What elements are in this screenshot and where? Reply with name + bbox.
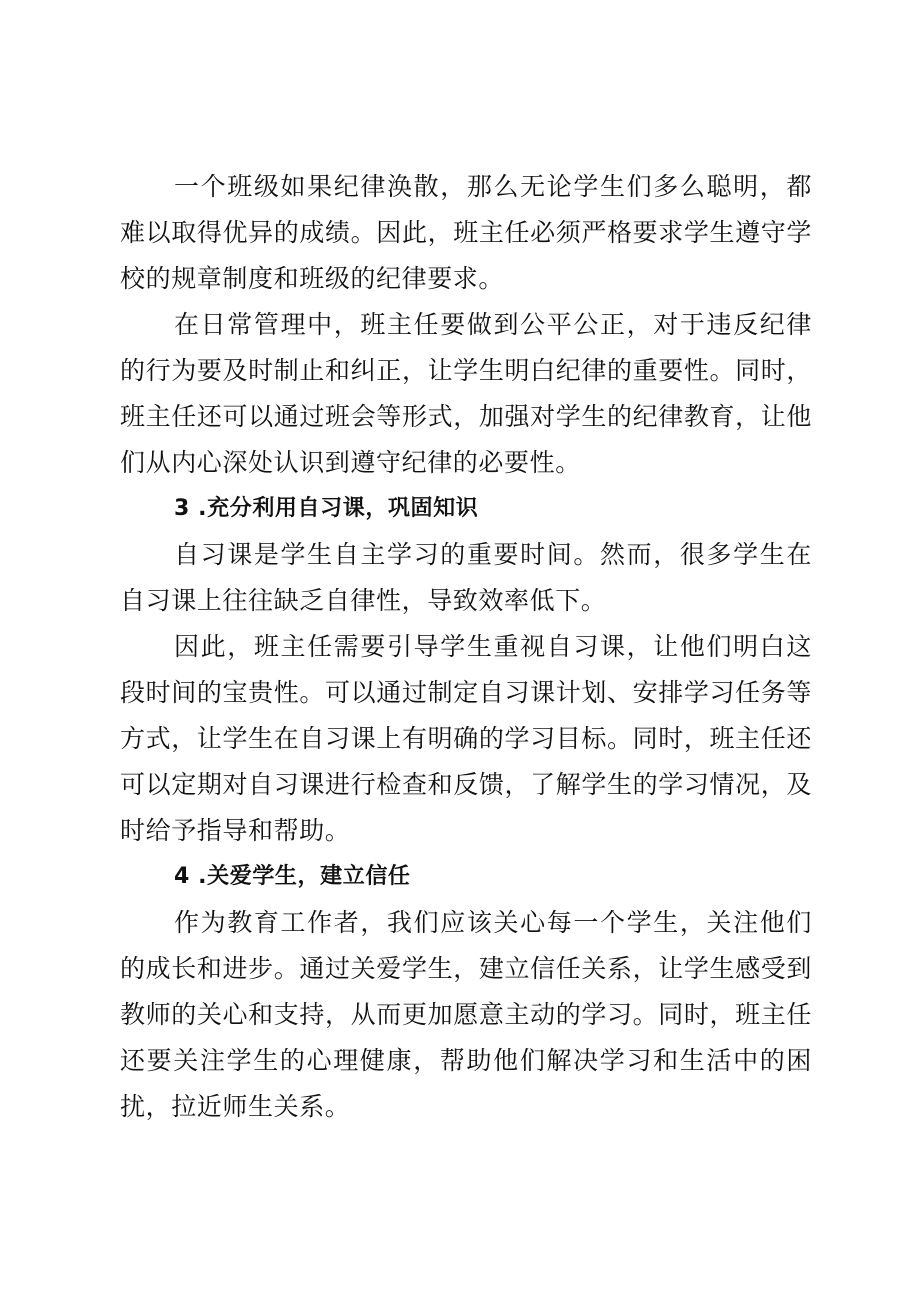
paragraph-daily-management: 在日常管理中，班主任要做到公平公正，对于违反纪律的行为要及时制止和纠正，让学生明白纪律的重要性。同时，班主任还可以通过班会等形式，加强对学生的纪律教育，让他们从内心深处认识到遵守纪律的必要性。 <box>120 310 812 477</box>
paragraph-self-study-guidance: 因此，班主任需要引导学生重视自习课，让他们明白这段时间的宝贵性。可以通过制定自习课计划、安排学习任务等方式，让学生在自习课上有明确的学习目标。同时，班主任还可以定期对自习课进行检查和反馈，了解学生的学习情况，及时给予指导和帮助。 <box>120 632 812 845</box>
section-heading-self-study: 3 .充分利用自习课，巩固知识 <box>174 496 479 521</box>
paragraph-care-students: 作为教育工作者，我们应该关心每一个学生，关注他们的成长和进步。通过关爱学生，建立信任关系，让学生感受到教师的关心和支持，从而更加愿意主动的学习。同时，班主任还要关注学生的心理健康，帮助他们解决学习和生活中的困扰，拉近师生关系。 <box>120 908 812 1121</box>
section-heading-care-students: 4 .关爱学生，建立信任 <box>174 864 411 889</box>
paragraph-self-study-intro: 自习课是学生自主学习的重要时间。然而，很多学生在自习课上往往缺乏自律性，导致效率低下。 <box>120 540 812 615</box>
paragraph-discipline-intro: 一个班级如果纪律涣散，那么无论学生们多么聪明，都难以取得优异的成绩。因此，班主任必须严格要求学生遵守学校的规章制度和班级的纪律要求。 <box>120 172 812 293</box>
